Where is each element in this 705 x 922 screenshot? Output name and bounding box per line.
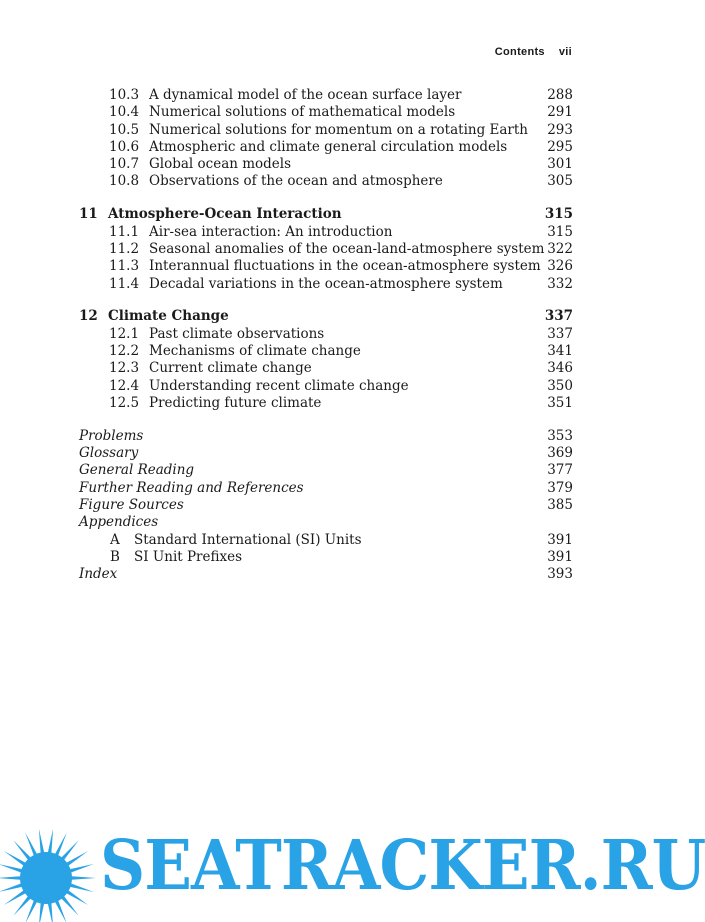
- running-head: [495, 46, 572, 58]
- toc-entry-figure-sources[interactable]: [79, 497, 573, 514]
- back-matter-title: Appendices: [79, 514, 159, 531]
- chapter-page: 315: [544, 206, 573, 223]
- section-number: 10.8: [109, 173, 140, 190]
- section-title: Mechanisms of climate change: [149, 343, 361, 360]
- back-matter-page: 353: [547, 427, 573, 444]
- back-matter-page: 377: [547, 462, 573, 479]
- section-title: Atmospheric and climate general circulation models: [149, 138, 508, 155]
- section-title: Numerical solutions of mathematical models: [149, 104, 456, 121]
- section-number: 12.2: [109, 343, 140, 360]
- section-number: 12.3: [109, 360, 140, 377]
- toc-entry-10-7[interactable]: [79, 156, 573, 173]
- sun-ray: [39, 829, 45, 855]
- running-head-page-number: vii: [558, 46, 572, 58]
- section-number: 10.7: [109, 156, 140, 173]
- section-title: Numerical solutions for momentum on a rotating Earth: [149, 121, 528, 138]
- spacer: [79, 191, 573, 207]
- section-number: 11.3: [109, 258, 140, 275]
- sun-ray: [68, 864, 94, 873]
- section-title: Predicting future climate: [149, 394, 322, 411]
- section-page: 326: [547, 258, 573, 275]
- toc-entry-glossary[interactable]: [79, 445, 573, 462]
- section-number: 10.3: [109, 87, 140, 103]
- back-matter-title: Glossary: [79, 445, 139, 462]
- chapter-title: Atmosphere-Ocean Interaction: [108, 206, 342, 223]
- section-title: Interannual fluctuations in the ocean-atmosphere system: [149, 258, 541, 275]
- section-page: 341: [547, 343, 573, 360]
- appendix-letter: B: [110, 548, 120, 565]
- sun-ray: [25, 833, 38, 858]
- sun-ray: [39, 901, 45, 922]
- section-title: Air-sea interaction: An introduction: [149, 223, 393, 240]
- section-page: 301: [547, 156, 573, 173]
- section-title: Understanding recent climate change: [149, 377, 409, 394]
- toc-entry-index[interactable]: [79, 566, 573, 583]
- toc-entry-12-2[interactable]: [79, 343, 573, 360]
- sun-disc: [20, 852, 72, 904]
- sun-ray: [0, 864, 24, 873]
- section-number: 11.2: [109, 240, 140, 257]
- toc-entry-10-5[interactable]: [79, 122, 573, 139]
- section-title: Decadal variations in the ocean-atmosphere system: [149, 275, 503, 292]
- toc-entry-11-4[interactable]: [79, 276, 573, 293]
- sun-ray: [0, 876, 22, 880]
- section-page: 322: [547, 240, 573, 257]
- section-number: 12.4: [109, 377, 140, 394]
- toc-entry-10-6[interactable]: [79, 139, 573, 156]
- section-title: Current climate change: [149, 360, 312, 377]
- section-page: 346: [547, 360, 573, 377]
- toc-entry-appendix-b[interactable]: [79, 549, 573, 566]
- section-number: 10.5: [109, 121, 140, 138]
- appendix-title: Standard International (SI) Units: [134, 531, 362, 548]
- sun-ray: [70, 876, 96, 880]
- section-page: 332: [547, 275, 573, 292]
- chapter-number: 11: [79, 206, 98, 223]
- appendix-page: 391: [547, 531, 573, 548]
- back-matter-title: Problems: [79, 427, 144, 444]
- section-number: 11.1: [109, 223, 140, 240]
- toc-entry-11-3[interactable]: [79, 258, 573, 275]
- section-title: Observations of the ocean and atmosphere: [149, 173, 443, 190]
- section-title: Past climate observations: [149, 325, 325, 342]
- chapter-page: 337: [544, 308, 573, 325]
- section-page: 350: [547, 377, 573, 394]
- section-number: 11.4: [109, 275, 140, 292]
- toc-entry-11-2[interactable]: [79, 241, 573, 258]
- section-page: 315: [547, 223, 573, 240]
- running-head-label: Contents: [494, 46, 545, 58]
- toc-entry-11-1[interactable]: [79, 224, 573, 241]
- section-page: 291: [547, 104, 573, 121]
- sun-ray: [25, 899, 38, 922]
- section-number: 12.5: [109, 394, 140, 411]
- back-matter-page: 369: [547, 445, 573, 462]
- toc-entry-12-5[interactable]: [79, 395, 573, 412]
- section-title: Seasonal anomalies of the ocean-land-atmosphere system: [149, 240, 545, 257]
- appendix-page: 391: [547, 548, 573, 565]
- back-matter-page: 393: [547, 566, 573, 583]
- chapter-title: Climate Change: [108, 308, 229, 325]
- back-matter-title: Index: [79, 566, 118, 583]
- sun-ray: [54, 833, 67, 858]
- sun-ray: [48, 901, 54, 922]
- toc-chapter-11[interactable]: [79, 206, 573, 223]
- sun-ray: [48, 829, 54, 855]
- toc-entry-further-reading[interactable]: [79, 480, 573, 497]
- spacer: [79, 412, 573, 428]
- toc-entry-general-reading[interactable]: [79, 462, 573, 479]
- toc-entry-appendices[interactable]: [79, 514, 573, 531]
- section-number: 10.4: [109, 104, 140, 121]
- section-title: Global ocean models: [149, 156, 292, 173]
- back-matter-title: General Reading: [79, 462, 195, 479]
- toc-entry-10-8[interactable]: [79, 173, 573, 190]
- sun-ray: [0, 883, 24, 892]
- section-page: 288: [547, 87, 573, 103]
- back-matter-title: Further Reading and References: [79, 479, 304, 496]
- back-matter-title: Figure Sources: [79, 497, 184, 514]
- appendix-letter: A: [110, 531, 120, 548]
- spacer: [79, 293, 573, 309]
- sun-ray: [68, 883, 94, 892]
- section-page: 293: [547, 121, 573, 138]
- toc-entry-appendix-a[interactable]: [79, 532, 573, 549]
- back-matter-page: 385: [547, 497, 573, 514]
- sun-ray: [54, 899, 67, 922]
- toc-entry-12-1[interactable]: [79, 326, 573, 343]
- section-page: 337: [547, 325, 573, 342]
- table-of-contents: [79, 87, 573, 584]
- toc-chapter-12[interactable]: [79, 308, 573, 325]
- toc-entry-12-4[interactable]: [79, 378, 573, 395]
- toc-entry-10-3[interactable]: [79, 87, 573, 104]
- chapter-number: 12: [79, 308, 98, 325]
- watermark-text: SEATRACKER.RU: [100, 826, 705, 906]
- back-matter-page: 379: [547, 479, 573, 496]
- section-page: 351: [547, 394, 573, 411]
- appendix-title: SI Unit Prefixes: [134, 548, 243, 565]
- toc-entry-12-3[interactable]: [79, 360, 573, 377]
- section-page: 305: [547, 173, 573, 190]
- section-title: A dynamical model of the ocean surface layer: [149, 87, 462, 103]
- section-number: 12.1: [109, 325, 140, 342]
- toc-entry-10-4[interactable]: [79, 104, 573, 121]
- section-number: 10.6: [109, 138, 140, 155]
- toc-entry-problems[interactable]: [79, 428, 573, 445]
- section-page: 295: [547, 138, 573, 155]
